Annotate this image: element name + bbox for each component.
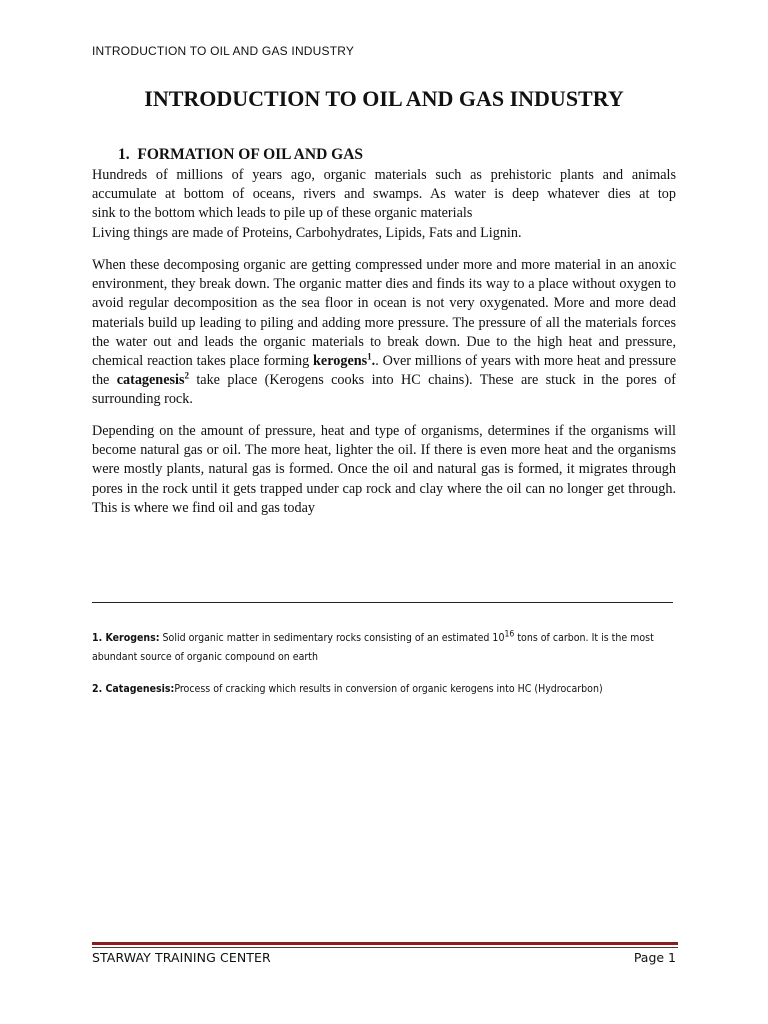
- footer-organization: STARWAY TRAINING CENTER: [92, 950, 271, 965]
- section-heading: [118, 146, 363, 164]
- paragraph-2-text: . Over millions of years with more heat and pressure the: [92, 353, 676, 389]
- footnote-1-exponent: 16: [504, 629, 515, 640]
- term-kerogens: kerogens: [313, 353, 368, 370]
- paragraph-1: [92, 166, 676, 243]
- paragraph-3: Depending on the amount of pressure, heat and type of organisms, determines if the organisms will become natural gas or oil. The more heat, lighter the oil. If there is even more heat and the organisms were mostly plants, natural gas is formed. Once the oil and natural gas is formed, it migrates through pores in the rock until it gets trapped under cap rock and clay where the oil can no longer get through. This is where we find oil and gas today: [92, 423, 676, 516]
- footnote-2: [92, 679, 676, 698]
- footnote-1-text: tons of carbon. It is the most abundant source of organic compound on earth: [92, 631, 654, 663]
- paragraph-1-line: Hundreds of millions of years ago, organic materials such as prehistoric plants and animals: [92, 167, 676, 183]
- footnote-1: [92, 628, 676, 666]
- paragraph-1-line: sink to the bottom which leads to pile up of these organic materials: [92, 205, 473, 222]
- running-header: INTRODUCTION TO OIL AND GAS INDUSTRY: [92, 44, 355, 58]
- section-heading-text: FORMATION OF OIL AND GAS: [137, 146, 364, 163]
- footnote-1-text: Solid organic matter in sedimentary rocks consisting of an estimated 10: [159, 631, 505, 644]
- paragraph-2: When these decomposing organic are getting compressed under more and more material in an anoxic environment, they break down. The organic matter dies and finds its way to a place without oxygen to avoid regular decomposition as the sea floor in ocean is not very oxygenated. More and more dead materials build up leading to piling and adding more pressure. The pressure of all the materials forces the water out and leads the organic materials to break down. Due to the high heat and pressure, chemical reaction takes place forming kerogens$^1$.. Over millions of years with more heat and pressure the catagenesis$^2$ take place (Kerogens cooks into HC chains). These are stuck in the pores of surrounding rock.: [92, 257, 676, 408]
- footer-rule: [92, 942, 678, 945]
- section-number: 1.: [118, 146, 130, 163]
- footnote-2-label: 2. Catagenesis:: [92, 682, 175, 695]
- document-title: INTRODUCTION TO OIL AND GAS INDUSTRY: [144, 86, 624, 111]
- footer-rule-thin: [92, 947, 678, 948]
- footnote-ref-1[interactable]: 1: [367, 351, 372, 362]
- footnote-separator: [92, 602, 673, 603]
- footnote-2-text: Process of cracking which results in conversion of organic kerogens into HC (Hydrocarbon): [174, 682, 603, 695]
- footnote-1-label: 1. Kerogens:: [92, 631, 160, 644]
- page-number: Page 1: [633, 950, 676, 965]
- paragraph-1-line: Living things are made of Proteins, Carbohydrates, Lipids, Fats and Lignin.: [92, 224, 522, 241]
- paragraph-2-text: When these decomposing organic are getting compressed under more and more material in an anoxic environment, they break down. The organic matter dies and finds its way to a place without oxygen to avoid regular decomposition as the sea floor in ocean is not very oxygenated. More and more dead materials build up leading to piling and adding more pressure. The pressure of all the materials forces the water out and leads the organic materials to break down. Due to the high heat and pressure, chemical reaction takes place forming: [92, 257, 676, 370]
- footnote-ref-2[interactable]: 2: [184, 370, 189, 381]
- paragraph-1-line: accumulate at bottom of oceans, rivers and swamps. As water is deep whatever dies at top: [92, 186, 676, 203]
- term-catagenesis: catagenesis: [116, 372, 185, 389]
- paragraph-2-text: take place (Kerogens cooks into HC chains). These are stuck in the pores of surrounding rock.: [92, 372, 676, 408]
